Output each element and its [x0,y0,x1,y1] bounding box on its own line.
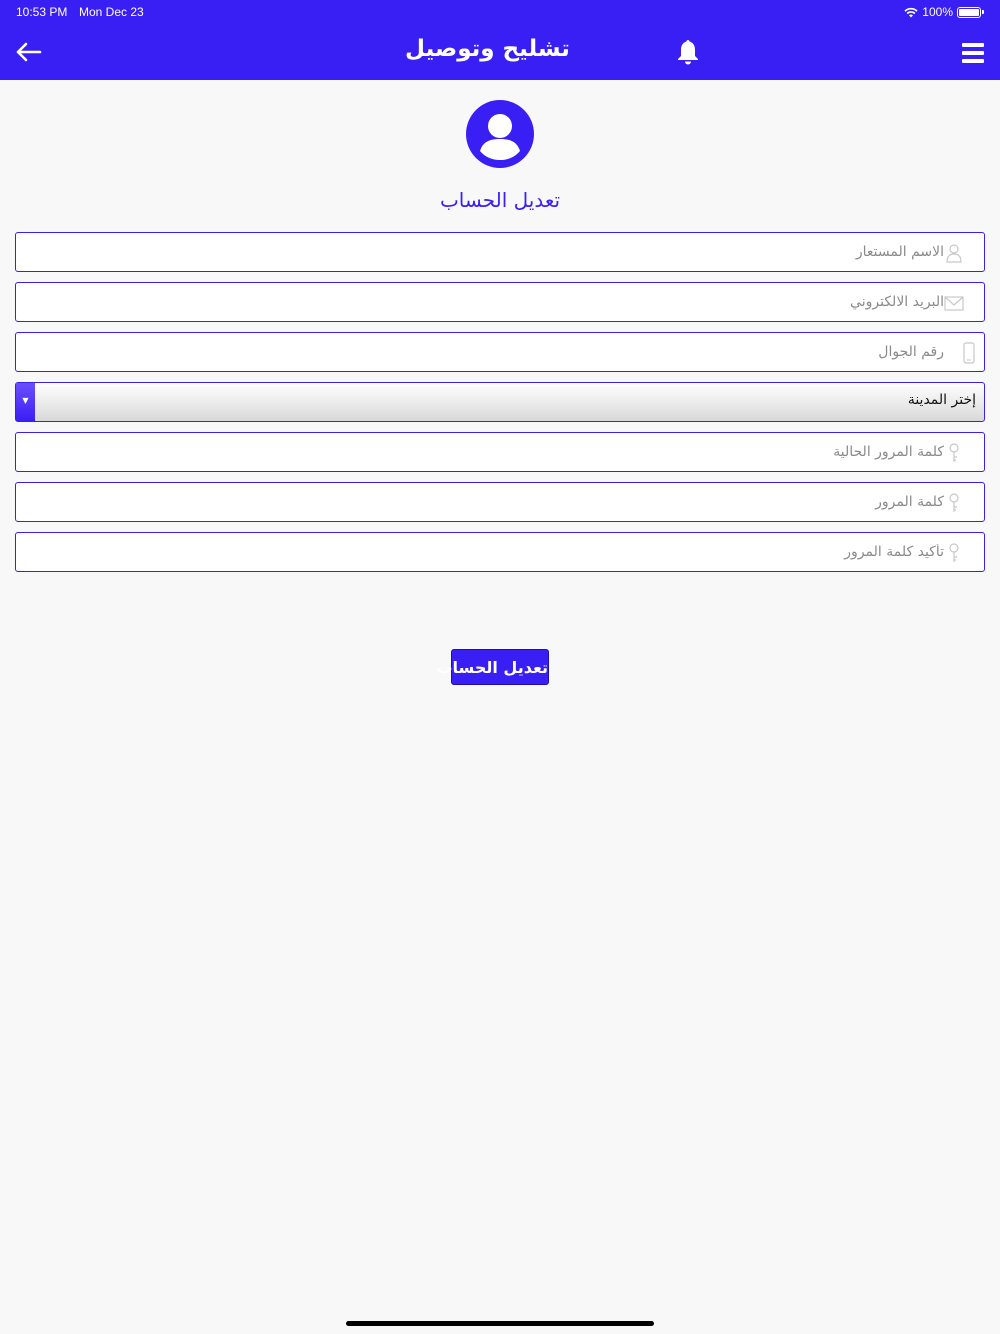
email-field [15,282,985,322]
user-avatar-icon [465,99,535,169]
mobile-phone-icon [959,343,979,363]
edit-account-button[interactable] [436,649,549,685]
page-title: تعديل الحساب [439,188,561,212]
password-input[interactable] [24,487,944,517]
password-field [15,482,985,522]
key-icon [944,493,964,513]
key-icon [944,543,964,563]
nav-bar [0,24,1000,80]
battery-percentage: 100% [922,5,953,19]
phone-input[interactable] [24,337,944,367]
city-select-value: إختر المدينة [907,392,976,408]
phone-field [15,332,985,372]
hamburger-menu-icon[interactable] [961,42,985,64]
status-indicators [904,5,984,19]
confirm-password-field [15,532,985,572]
current-password-input[interactable] [24,437,944,467]
home-indicator[interactable] [346,1321,654,1326]
wifi-icon [904,7,918,18]
dropdown-arrow-icon: ▼ [16,383,35,421]
username-field [15,232,985,272]
current-password-field [15,432,985,472]
app-title: تشليح وتوصيل [405,36,570,62]
city-select[interactable] [15,382,985,422]
envelope-icon [944,293,964,313]
edit-account-button-label: تعديل الحساب [436,657,548,677]
username-input[interactable] [24,237,944,267]
email-input[interactable] [24,287,944,317]
key-icon [944,443,964,463]
bell-icon[interactable] [676,38,700,66]
status-date: Mon Dec 23 [79,5,144,19]
user-icon [944,243,964,263]
status-bar [0,0,1000,24]
confirm-password-input[interactable] [24,537,944,567]
status-time: 10:53 PM [16,5,68,19]
battery-icon [957,7,984,18]
